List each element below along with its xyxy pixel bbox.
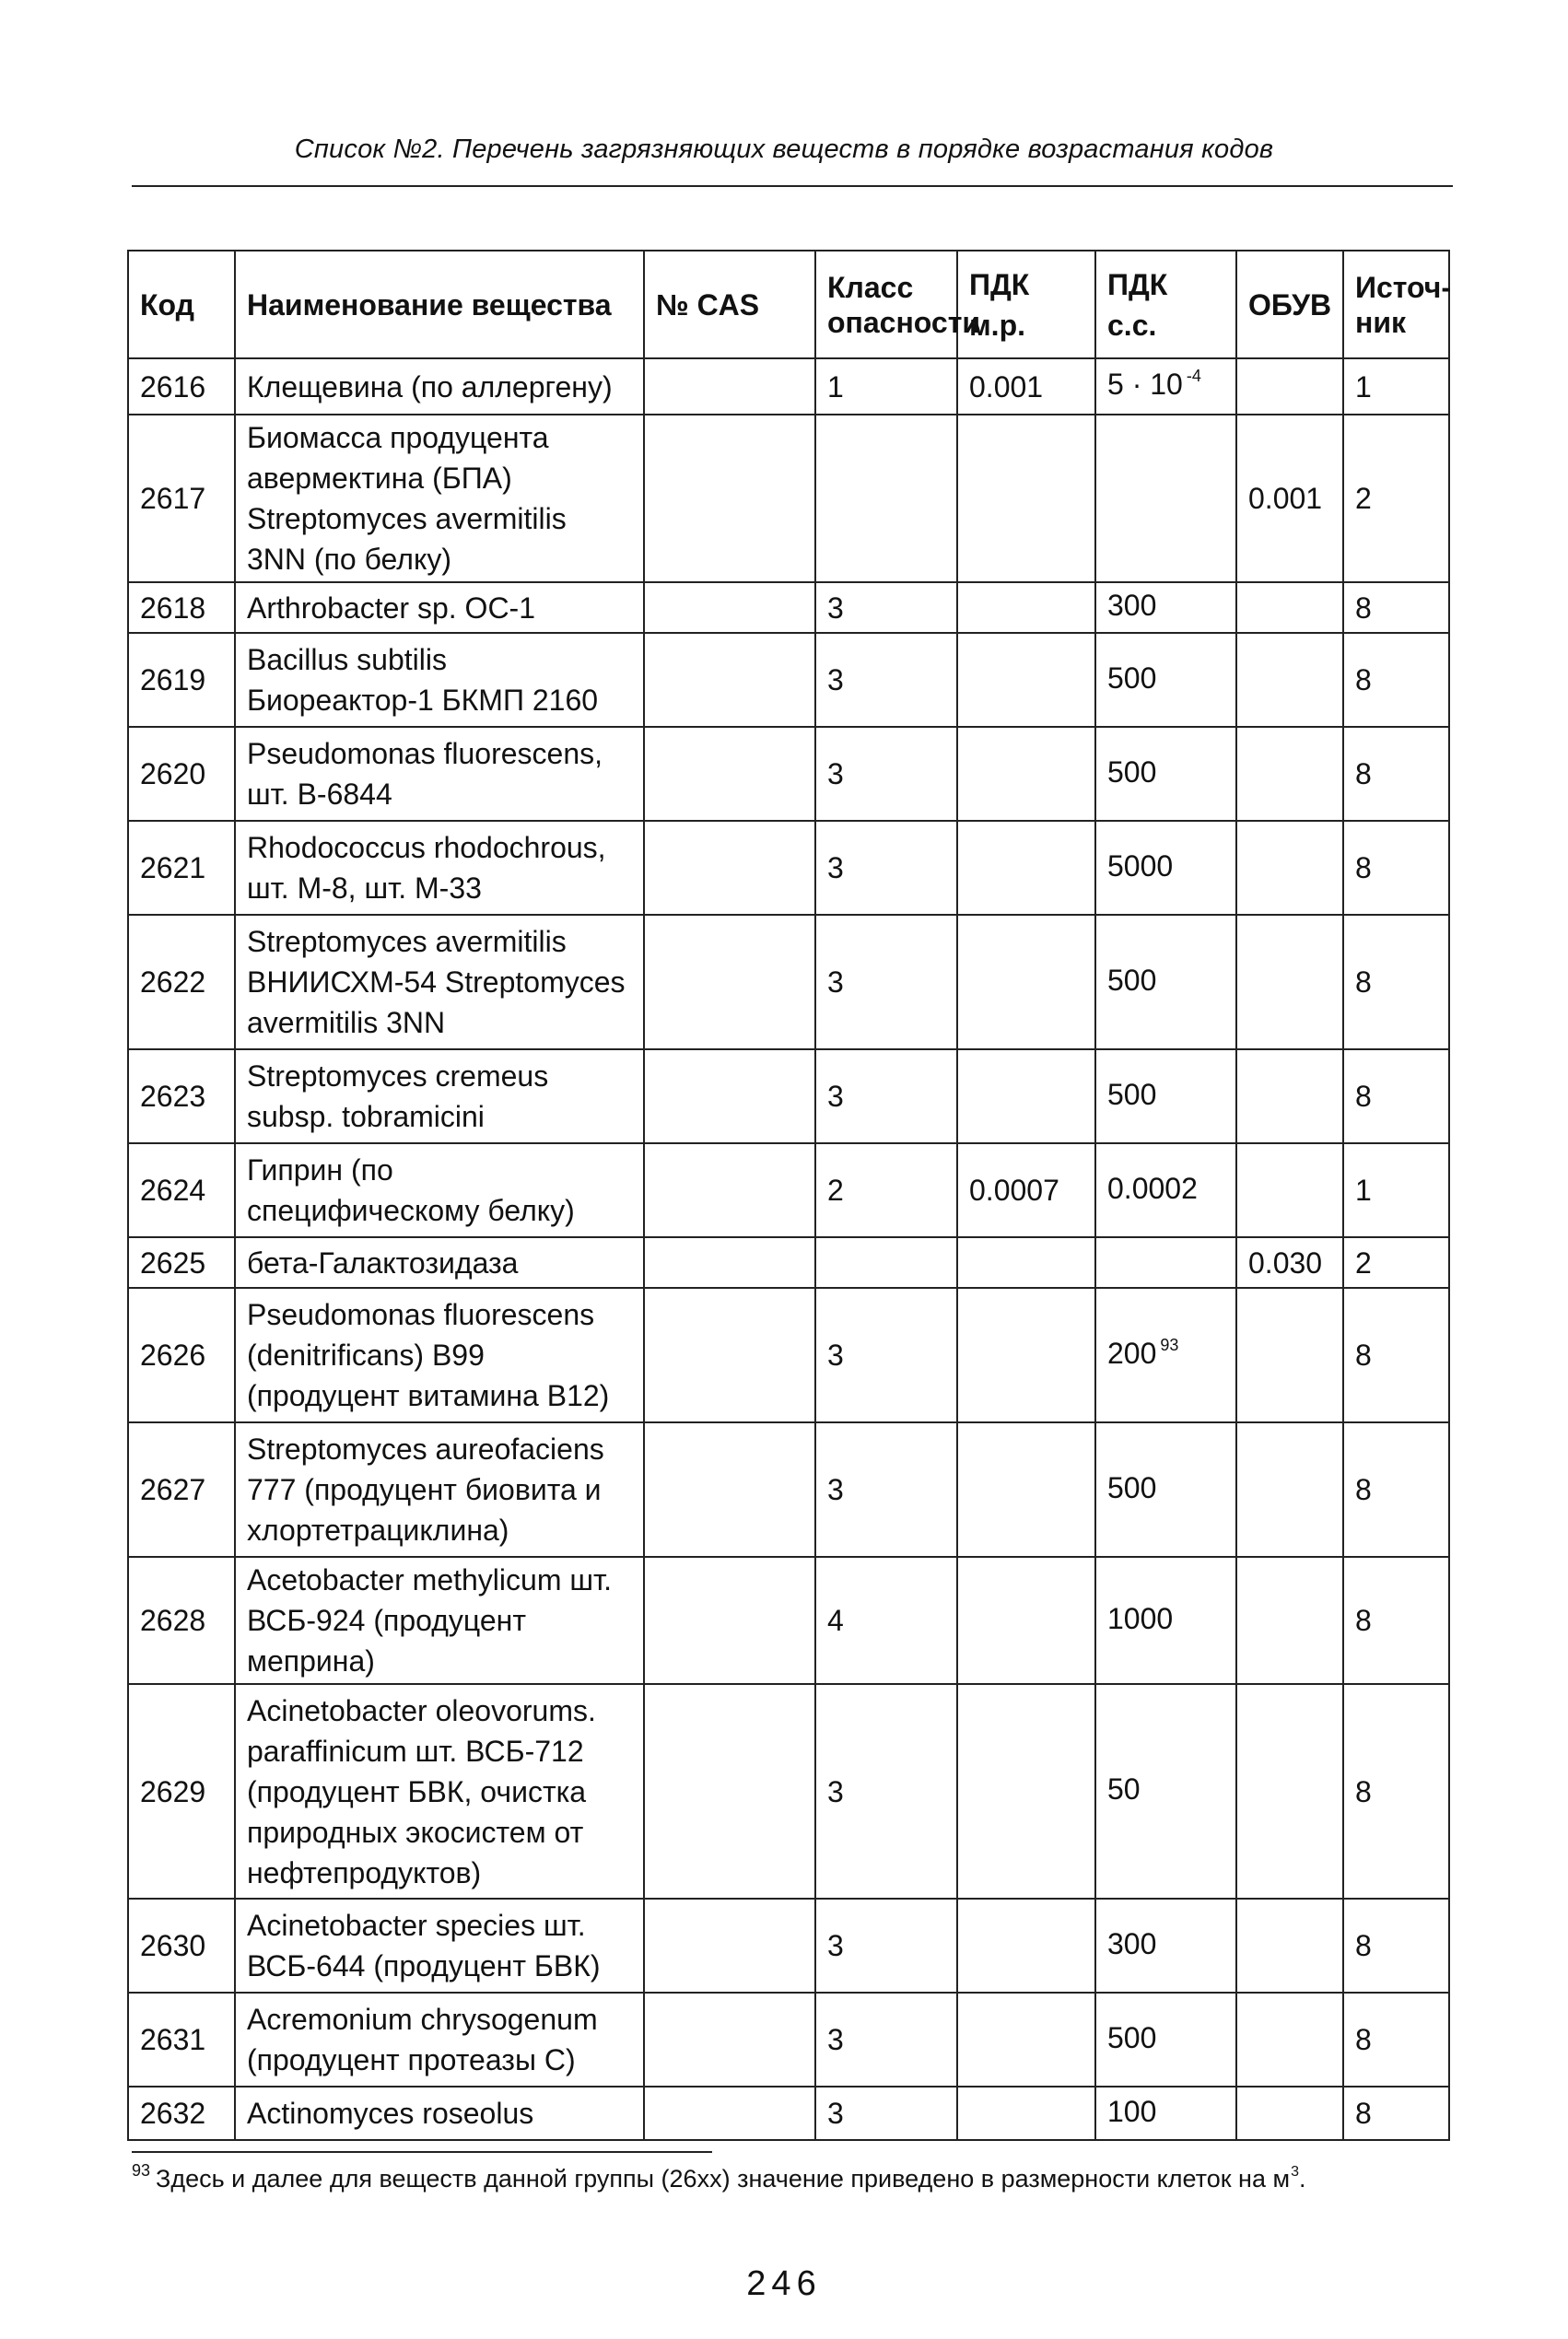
cell-source [1343,1288,1449,1422]
cell-pdk-mr [957,821,1095,915]
cell-name-text: Rhodococcus rhodochrous, шт. М-8, шт. М-33 [247,831,606,905]
cell-pdk-ss-text: 500 [1107,963,1157,997]
cell-pdk-ss-text: 0.0002 [1107,1171,1198,1205]
cell-source-text: 1 [1355,369,1372,403]
cell-class-text: 3 [827,965,844,999]
cell-name [235,1143,644,1237]
table-row [128,358,1449,415]
col-header-source: Источ-ник [1343,251,1449,358]
table-row [128,1684,1449,1899]
cell-pdk-mr [957,2087,1095,2140]
cell-name-text: Pseudomonas fluorescens (denitrificans) B99 (продуцент витамина В12) [247,1298,610,1412]
cell-source-text: 8 [1355,1604,1372,1637]
cell-name [235,1684,644,1899]
cell-source-text: 8 [1355,965,1372,999]
cell-pdk-ss-text: 300 [1107,1926,1157,1960]
cell-code-text: 2623 [140,1080,206,1113]
cell-class [815,582,957,633]
cell-pdk-ss [1095,1237,1236,1288]
cell-name [235,1288,644,1422]
cell-class [815,727,957,821]
cell-name [235,1899,644,1993]
cell-class-text: 3 [827,1774,844,1808]
cell-source-text: 8 [1355,1080,1372,1113]
cell-pdk-mr [957,582,1095,633]
cell-class [815,358,957,415]
table-row [128,915,1449,1049]
col-header-class: Класс опасности [815,251,957,358]
cell-code [128,415,235,582]
cell-class [815,1557,957,1684]
cell-pdk-ss [1095,727,1236,821]
cell-name-text: Streptomyces cremeus subsp. tobramicini [247,1059,549,1133]
cell-source [1343,2087,1449,2140]
cell-obuv [1236,1143,1343,1237]
cell-cas [644,1684,815,1899]
cell-name [235,2087,644,2140]
cell-obuv [1236,1899,1343,1993]
cell-pdk-mr-text: 0.001 [969,369,1044,403]
cell-class [815,915,957,1049]
cell-class [815,2087,957,2140]
table-row [128,1557,1449,1684]
table-row [128,821,1449,915]
cell-class [815,1049,957,1143]
footnote-divider [132,2151,712,2153]
cell-class [815,1993,957,2087]
cell-name-text: Bacillus subtilis Биореактор-1 БКМП 2160 [247,643,599,717]
cell-code-text: 2617 [140,482,206,515]
cell-class-text: 3 [827,1473,844,1506]
table-row [128,2087,1449,2140]
cell-cas [644,2087,815,2140]
cell-name [235,358,644,415]
cell-pdk-mr [957,1899,1095,1993]
header-divider [132,185,1453,187]
cell-class-text: 3 [827,1929,844,1962]
table-row [128,582,1449,633]
cell-name-text: Клещевина (по аллергену) [247,369,613,403]
cell-obuv [1236,821,1343,915]
cell-code-text: 2616 [140,369,206,403]
cell-pdk-mr-text: 0.0007 [969,1174,1059,1207]
cell-pdk-mr [957,727,1095,821]
col-header-code: Код [128,251,235,358]
cell-obuv [1236,633,1343,727]
cell-class-text: 4 [827,1604,844,1637]
col-header-name: Наименование вещества [235,251,644,358]
cell-source [1343,415,1449,582]
cell-name-text: Arthrobacter sp. OC-1 [247,591,535,625]
cell-name [235,415,644,582]
cell-source [1343,1899,1449,1993]
cell-code-text: 2627 [140,1473,206,1506]
cell-name-text: Streptomyces avermitilis ВНИИСХМ-54 Streptomyces avermitilis 3NN [247,925,626,1039]
cell-obuv [1236,1422,1343,1557]
page-number: 246 [746,2264,822,2303]
cell-pdk-mr [957,1049,1095,1143]
cell-cas [644,1899,815,1993]
cell-name [235,582,644,633]
cell-pdk-ss [1095,1899,1236,1993]
cell-cas [644,1237,815,1288]
cell-class [815,1288,957,1422]
table-row [128,1899,1449,1993]
cell-cas [644,1993,815,2087]
cell-name [235,1237,644,1288]
cell-obuv [1236,358,1343,415]
table-row [128,1049,1449,1143]
cell-pdk-mr [957,1993,1095,2087]
cell-name [235,915,644,1049]
cell-pdk-ss [1095,1288,1236,1422]
cell-code-text: 2630 [140,1929,206,1962]
cell-code [128,1684,235,1899]
cell-cas [644,1143,815,1237]
cell-code [128,1993,235,2087]
cell-source [1343,1557,1449,1684]
cell-code [128,821,235,915]
page-header: Список №2. Перечень загрязняющих веществ в порядке возрастания кодов [294,134,1274,164]
cell-class-text: 2 [827,1174,844,1207]
cell-code [128,1049,235,1143]
table-row [128,727,1449,821]
cell-obuv [1236,1288,1343,1422]
cell-cas [644,1049,815,1143]
cell-pdk-mr [957,1143,1095,1237]
cell-obuv [1236,1557,1343,1684]
cell-source [1343,1143,1449,1237]
cell-cas [644,415,815,582]
cell-code [128,1422,235,1557]
cell-pdk-ss-text: 1000 [1107,1601,1174,1635]
cell-code-text: 2619 [140,663,206,696]
cell-class [815,821,957,915]
cell-pdk-mr [957,1684,1095,1899]
cell-code-text: 2626 [140,1339,206,1372]
cell-pdk-mr [957,1557,1095,1684]
cell-class-text: 1 [827,369,844,403]
cell-cas [644,582,815,633]
substances-table [127,250,1450,2141]
cell-source-text: 8 [1355,663,1372,696]
cell-pdk-ss [1095,1049,1236,1143]
cell-code [128,1288,235,1422]
cell-source-text: 8 [1355,2097,1372,2130]
cell-code-text: 2622 [140,965,206,999]
cell-code-text: 2631 [140,2023,206,2056]
cell-code-text: 2618 [140,591,206,625]
col-header-cas: № CAS [644,251,815,358]
cell-name [235,1993,644,2087]
cell-pdk-ss-text: 50 [1107,1772,1141,1806]
cell-obuv [1236,727,1343,821]
footnote [132,2161,1306,2193]
cell-obuv [1236,1237,1343,1288]
col-header-obuv: ОБУВ [1236,251,1343,358]
cell-cas [644,1557,815,1684]
cell-pdk-ss [1095,1993,1236,2087]
cell-obuv [1236,915,1343,1049]
cell-pdk-ss-text: 200 [1107,1336,1157,1370]
table-row [128,633,1449,727]
cell-class-text: 3 [827,663,844,696]
cell-source [1343,358,1449,415]
cell-class-text: 3 [827,2097,844,2130]
cell-pdk-ss [1095,358,1236,415]
cell-pdk-ss [1095,2087,1236,2140]
cell-source-text: 2 [1355,1246,1372,1280]
cell-pdk-mr [957,915,1095,1049]
cell-obuv [1236,1993,1343,2087]
cell-source-text: 8 [1355,1774,1372,1808]
cell-class-text: 3 [827,757,844,790]
cell-pdk-ss [1095,415,1236,582]
cell-cas [644,633,815,727]
cell-pdk-mr [957,415,1095,582]
cell-class [815,1237,957,1288]
cell-name-text: Биомасса продуцента авермектина (БПА) Streptomyces avermitilis 3NN (по белку) [247,421,567,576]
cell-name [235,1422,644,1557]
cell-pdk-mr [957,1288,1095,1422]
cell-source-text: 2 [1355,482,1372,515]
cell-source-text: 8 [1355,851,1372,884]
cell-cas [644,1422,815,1557]
cell-source-text: 1 [1355,1174,1372,1207]
cell-name-text: Гиприн (по специфическому белку) [247,1153,575,1227]
table-header-row [128,251,1449,358]
cell-pdk-mr [957,1237,1095,1288]
cell-pdk-ss-text: 500 [1107,661,1157,695]
cell-name [235,1557,644,1684]
cell-source-text: 8 [1355,1473,1372,1506]
footnote-text: Здесь и далее для веществ данной группы (26хх) значение приведено в размерности клеток на м [156,2165,1291,2193]
cell-source [1343,1049,1449,1143]
cell-cas [644,727,815,821]
table-row [128,1288,1449,1422]
cell-name-text: Actinomyces roseolus [247,2097,534,2130]
cell-obuv [1236,415,1343,582]
cell-class-text: 3 [827,591,844,625]
cell-source [1343,915,1449,1049]
cell-name [235,821,644,915]
cell-pdk-ss-text: 500 [1107,754,1157,789]
footnote-mark: 93 [132,2161,151,2180]
cell-pdk-ss [1095,821,1236,915]
pdk-ss-superscript: 93 [1160,1335,1179,1354]
cell-pdk-ss-text: 300 [1107,589,1157,622]
cell-class-text: 3 [827,1080,844,1113]
cell-name-text: Acremonium chrysogenum (продуцент протеазы С) [247,2003,598,2076]
cell-name [235,633,644,727]
cell-cas [644,821,815,915]
cell-code [128,1557,235,1684]
cell-pdk-ss-text: 5000 [1107,848,1174,883]
table-row [128,1422,1449,1557]
cell-class-text: 3 [827,1339,844,1372]
cell-obuv [1236,2087,1343,2140]
cell-code-text: 2632 [140,2097,206,2130]
cell-obuv-text: 0.030 [1248,1246,1323,1280]
cell-class-text: 3 [827,851,844,884]
table-row [128,1993,1449,2087]
cell-pdk-ss-text: 500 [1107,1077,1157,1111]
cell-name-text: бета-Галактозидаза [247,1246,519,1280]
cell-name-text: Pseudomonas fluorescens, шт. В-6844 [247,737,603,811]
cell-name-text: Acinetobacter oleovorums. paraffinicum шт. ВСБ-712 (продуцент БВК, очистка природных экосистем от нефтепродуктов) [247,1693,596,1889]
cell-source [1343,633,1449,727]
cell-pdk-ss [1095,1684,1236,1899]
pdk-ss-superscript: -4 [1186,367,1201,385]
cell-cas [644,915,815,1049]
cell-source [1343,821,1449,915]
cell-source-text: 8 [1355,1929,1372,1962]
footnote-unit-sup: 3 [1291,2164,1299,2180]
cell-code [128,1237,235,1288]
cell-code [128,727,235,821]
cell-name [235,1049,644,1143]
cell-code [128,1899,235,1993]
cell-code-text: 2628 [140,1604,206,1637]
cell-name-text: Acinetobacter species шт. ВСБ-644 (продуцент БВК) [247,1909,601,1982]
cell-obuv [1236,1684,1343,1899]
cell-pdk-ss [1095,633,1236,727]
cell-source [1343,582,1449,633]
cell-source [1343,727,1449,821]
cell-code [128,633,235,727]
cell-class [815,1143,957,1237]
table-row [128,415,1449,582]
cell-code-text: 2629 [140,1774,206,1808]
cell-obuv [1236,1049,1343,1143]
cell-class [815,415,957,582]
cell-obuv [1236,582,1343,633]
cell-code [128,915,235,1049]
cell-pdk-ss-text: 500 [1107,1470,1157,1504]
cell-code [128,1143,235,1237]
cell-obuv-text: 0.001 [1248,482,1323,515]
cell-pdk-ss [1095,1422,1236,1557]
cell-source [1343,1684,1449,1899]
cell-source [1343,1993,1449,2087]
cell-source-text: 8 [1355,757,1372,790]
cell-source-text: 8 [1355,1339,1372,1372]
cell-code-text: 2625 [140,1246,206,1280]
cell-pdk-mr [957,633,1095,727]
cell-code-text: 2620 [140,757,206,790]
cell-class [815,1899,957,1993]
cell-pdk-ss [1095,1143,1236,1237]
cell-name-text: Streptomyces aureofaciens 777 (продуцент биовита и хлортетрациклина) [247,1433,604,1547]
cell-pdk-ss-text: 5 · 10 [1107,368,1183,401]
cell-class [815,633,957,727]
cell-source [1343,1422,1449,1557]
table-row [128,1143,1449,1237]
col-header-pdk-mr: ПДК м.р. [957,251,1095,358]
cell-code-text: 2621 [140,851,206,884]
cell-pdk-mr [957,358,1095,415]
cell-class-text: 3 [827,2023,844,2056]
table-row [128,1237,1449,1288]
cell-pdk-ss [1095,582,1236,633]
cell-cas [644,1288,815,1422]
cell-pdk-mr [957,1422,1095,1557]
cell-cas [644,358,815,415]
cell-pdk-ss [1095,1557,1236,1684]
cell-class [815,1422,957,1557]
cell-source [1343,1237,1449,1288]
cell-code [128,582,235,633]
cell-pdk-ss-text: 500 [1107,2020,1157,2054]
cell-pdk-ss [1095,915,1236,1049]
col-header-pdk-ss: ПДК с.с. [1095,251,1236,358]
cell-class [815,1684,957,1899]
cell-source-text: 8 [1355,2023,1372,2056]
cell-name [235,727,644,821]
table-body [128,358,1449,2140]
footnote-end: . [1298,2165,1306,2193]
cell-source-text: 8 [1355,591,1372,625]
cell-name-text: Acetobacter methylicum шт. ВСБ-924 (продуцент меприна) [247,1563,613,1678]
cell-code-text: 2624 [140,1174,206,1207]
cell-code [128,358,235,415]
cell-pdk-ss-text: 100 [1107,2094,1157,2128]
cell-code [128,2087,235,2140]
